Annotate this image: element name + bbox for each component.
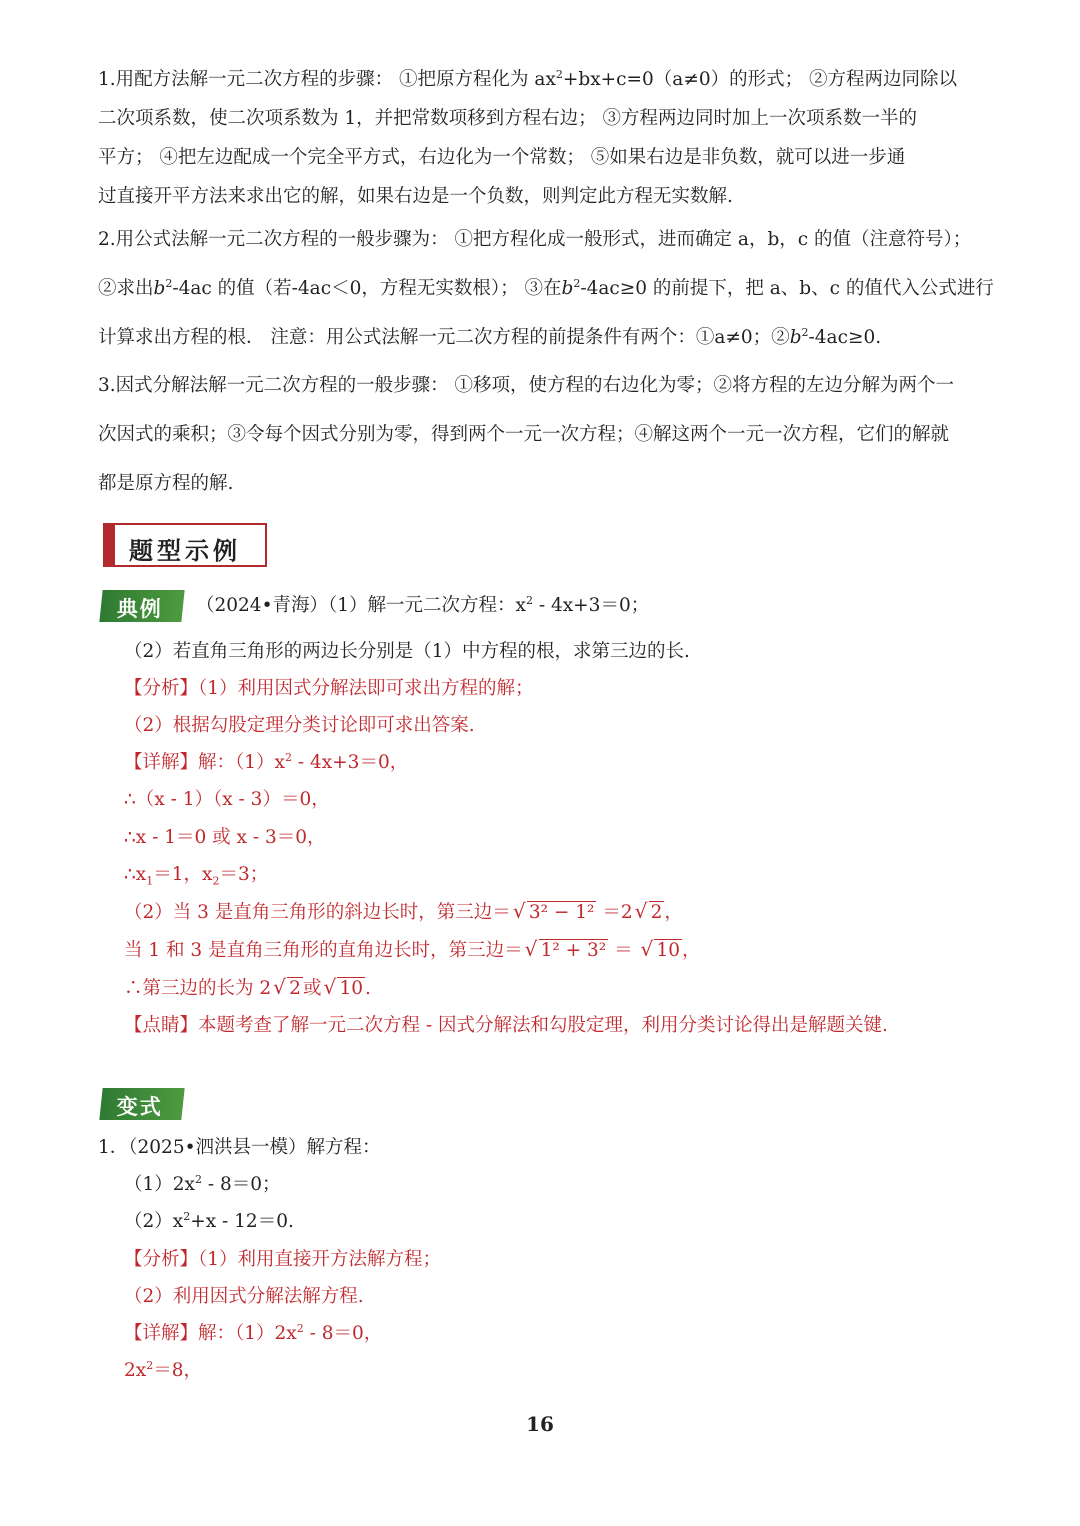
- method2-line3: 计算求出方程的根． 注意：用公式法解一元二次方程的前提条件有两个：①a≠0；$②b^2-4ac\ge 0$.: [98, 325, 882, 348]
- sqrt-expr: √ 3² − 1²: [513, 901, 597, 925]
- variant-analysis-1: 【分析】（1）利用直接开方法解方程；: [124, 1249, 442, 1270]
- example-analysis-1: 【分析】（1）利用因式分解法即可求出方程的解；: [124, 678, 534, 699]
- badge-bar: [105, 525, 115, 565]
- example-question-1: （2024•青海）（1）解一元二次方程：$x^2 - 4x+3=0$；: [196, 593, 650, 616]
- section-title: 题型示例: [129, 537, 241, 565]
- variant-detail-2: $2x^2=8$，: [124, 1358, 202, 1381]
- method2-line1: 2.用公式法解一元二次方程的一般步骤为： ①把方程化成一般形式，进而确定 a，b，c 的值（注意符号）；: [98, 229, 972, 250]
- example-comment: 【点睛】本题考查了解一元二次方程 - 因式分解法和勾股定理，利用分类讨论得出是解题关键.: [124, 1015, 888, 1036]
- variant-detail-1: 【详解】解：$(1)2x^2 - 8=0$，: [124, 1321, 383, 1344]
- sqrt-expr: √ 2: [273, 977, 303, 1001]
- example-detail-1: 【详解】解：$(1)x^2 - 4x+3=0$，: [124, 750, 409, 773]
- variant-question-2: $(2)x^2+x - 12=0$.: [124, 1209, 294, 1232]
- method3-line2: 次因式的乘积；③令每个因式分别为零，得到两个一元一次方程；④解这两个一元一次方程，它们的解就: [98, 424, 950, 445]
- example-badge-label: 典例: [116, 597, 163, 621]
- example-question-2: （2）若直角三角形的两边长分别是（1）中方程的根，求第三边的长.: [124, 641, 690, 662]
- example-badge: [99, 590, 184, 622]
- sqrt-expr: √ 10: [640, 939, 682, 963]
- page-number: 16: [526, 1412, 554, 1436]
- example-detail-2: ∴（x - 1）（x - 3）＝0，: [124, 789, 330, 810]
- method1-line2: 二次项系数，使二次项系数为 1，并把常数项移到方程右边； ③方程两边同时加上一次项系数一半的: [98, 108, 918, 129]
- example-detail-4: $\therefore x_1=1$，$x_2=3$；: [124, 864, 269, 888]
- variant-badge-label: 变式: [116, 1095, 163, 1119]
- variant-analysis-2: （2）利用因式分解法解方程.: [124, 1286, 364, 1307]
- sqrt-expr: √ 2: [635, 901, 665, 925]
- section-title-badge: [103, 523, 267, 567]
- variant-question-title: 1．（2025•泗洪县一模）解方程：: [98, 1137, 381, 1158]
- example-case-1: （2）当 3 是直角三角形的斜边长时，第三边＝√ 3² − 1² ＝2√ 2 ，: [124, 901, 683, 925]
- method1-line1: 1.用配方法解一元二次方程的步骤： ①把原方程化为 $ax^2+bx+c=0(a\ne 0)$的形式； ②方程两边同除以: [98, 67, 957, 90]
- method3-line1: 3.因式分解法解一元二次方程的一般步骤： ①移项，使方程的右边化为零；②将方程的左边分解为两个一: [98, 375, 955, 396]
- variant-question-1: $(1)2x^2 - 8=0$；: [124, 1172, 281, 1195]
- sqrt-expr: √ 1² + 3²: [525, 939, 609, 963]
- method2-line2: ②求出$b^2-4ac$ 的值（若-4ac＜0，方程无实数根）； ③在$b^2-4ac\ge 0$ 的前提下，把 a、b、c 的值代入公式进行: [98, 276, 994, 299]
- example-analysis-2: （2）根据勾股定理分类讨论即可求出答案.: [124, 715, 475, 736]
- method1-line4: 过直接开平方法来求出它的解，如果右边是一个负数，则判定此方程无实数解.: [98, 186, 733, 207]
- method1-line3: 平方； ④把左边配成一个完全平方式，右边化为一个常数； ⑤如果右边是非负数，就可以进一步通: [98, 147, 906, 168]
- variant-badge: [99, 1088, 184, 1120]
- example-conclusion: ∴第三边的长为 2√ 2 或√ 10 .: [124, 977, 371, 1001]
- method3-line3: 都是原方程的解.: [98, 473, 234, 494]
- example-case-2: 当 1 和 3 是直角三角形的直角边长时，第三边＝√ 1² + 3² ＝ √ 10 ，: [124, 939, 701, 963]
- example-detail-3: ∴x - 1＝0 或 x - 3＝0，: [124, 827, 326, 848]
- sqrt-expr: √ 10: [323, 977, 365, 1001]
